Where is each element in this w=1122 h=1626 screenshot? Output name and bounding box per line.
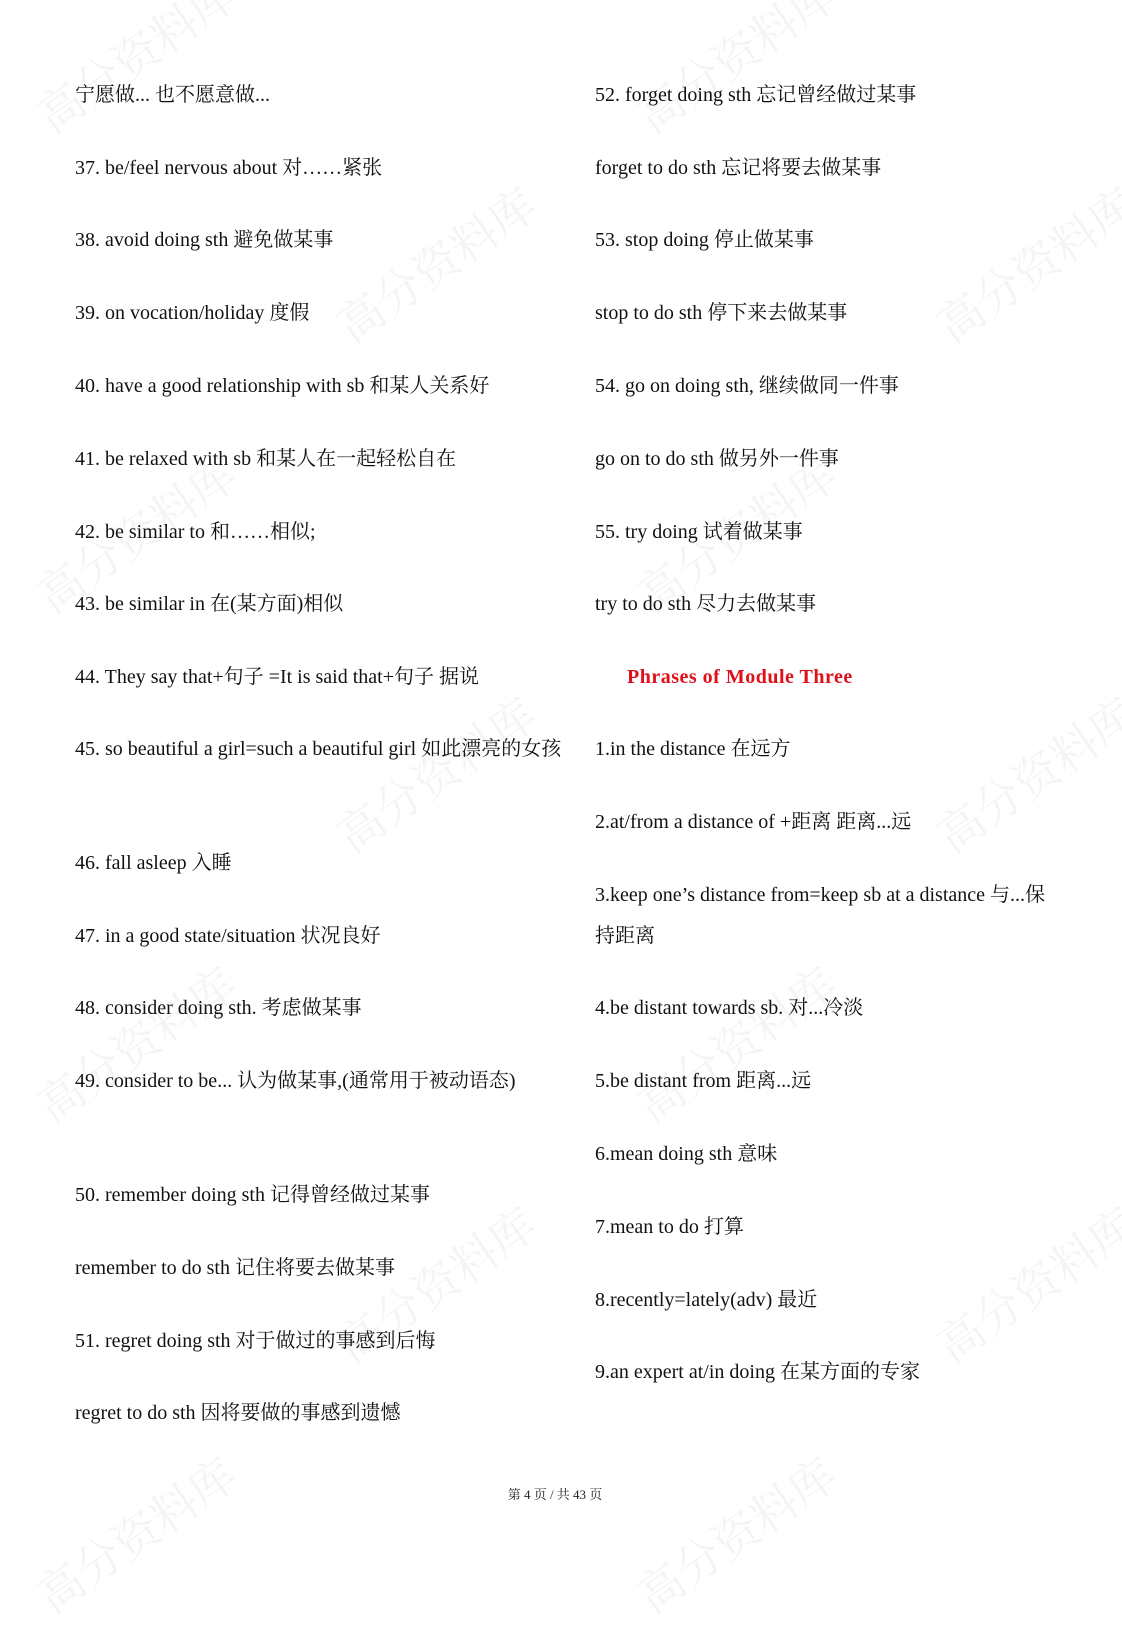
phrase-item: 54. go on doing sth, 继续做同一件事	[595, 375, 899, 397]
watermark	[22, 950, 248, 1136]
phrase-item: regret to do sth 因将要做的事感到遗憾	[75, 1402, 401, 1424]
phrase-item: 53. stop doing 停止做某事	[595, 229, 814, 251]
phrase-item: 52. forget doing sth 忘记曾经做过某事	[595, 84, 917, 106]
phrase-item: 47. in a good state/situation 状况良好	[75, 925, 381, 947]
phrase-item: 42. be similar to 和……相似;	[75, 521, 316, 543]
watermark	[22, 0, 248, 146]
phrase-item: 51. regret doing sth 对于做过的事感到后悔	[75, 1330, 436, 1352]
phrase-item: 50. remember doing sth 记得曾经做过某事	[75, 1184, 430, 1206]
phrase-item: forget to do sth 忘记将要去做某事	[595, 157, 882, 179]
phrase-item: 8.recently=lately(adv) 最近	[595, 1289, 818, 1311]
phrase-item: stop to do sth 停下来去做某事	[595, 302, 848, 324]
phrase-item: 3.keep one’s distance from=keep sb at a distance 与...保持距离	[595, 884, 1046, 947]
phrase-item: 48. consider doing sth. 考虑做某事	[75, 997, 362, 1019]
phrase-item: 46. fall asleep 入睡	[75, 852, 232, 874]
phrase-item: 43. be similar in 在(某方面)相似	[75, 593, 344, 615]
phrase-item: 1.in the distance 在远方	[595, 738, 791, 760]
phrase-item: try to do sth 尽力去做某事	[595, 593, 817, 615]
page-number: 第 4 页 / 共 43 页	[507, 1487, 603, 1502]
phrase-item: 4.be distant towards sb. 对...冷淡	[595, 997, 864, 1019]
phrase-item: 44. They say that+句子 =It is said that+句子 据说	[75, 666, 479, 688]
watermark	[622, 950, 848, 1136]
phrase-item: 7.mean to do 打算	[595, 1216, 744, 1238]
phrase-item: 49. consider to be... 认为做某事,(通常用于被动语态)	[75, 1070, 516, 1092]
phrase-item: 37. be/feel nervous about 对……紧张	[75, 157, 383, 179]
phrase-item: 39. on vocation/holiday 度假	[75, 302, 310, 324]
phrase-item: 宁愿做... 也不愿意做...	[75, 84, 270, 106]
watermark	[622, 1440, 848, 1626]
phrase-item: 2.at/from a distance of +距离 距离...远	[595, 811, 912, 833]
phrase-item: 9.an expert at/in doing 在某方面的专家	[595, 1361, 920, 1383]
watermark	[622, 0, 848, 146]
phrase-item: remember to do sth 记住将要去做某事	[75, 1257, 395, 1279]
phrase-item: 40. have a good relationship with sb 和某人关系好	[75, 375, 490, 397]
watermark	[322, 680, 548, 866]
phrase-item: 45. so beautiful a girl=such a beautiful girl 如此漂亮的女孩	[75, 738, 562, 760]
phrase-item: 55. try doing 试着做某事	[595, 521, 803, 543]
phrase-item: 38. avoid doing sth 避免做某事	[75, 229, 334, 251]
phrase-item: 5.be distant from 距离...远	[595, 1070, 812, 1092]
phrase-item: 41. be relaxed with sb 和某人在一起轻松自在	[75, 448, 457, 470]
phrase-item: 6.mean doing sth 意味	[595, 1143, 778, 1165]
phrase-item: go on to do sth 做另外一件事	[595, 448, 839, 470]
section-heading: Phrases of Module Three	[627, 666, 853, 688]
watermark	[22, 1440, 248, 1626]
